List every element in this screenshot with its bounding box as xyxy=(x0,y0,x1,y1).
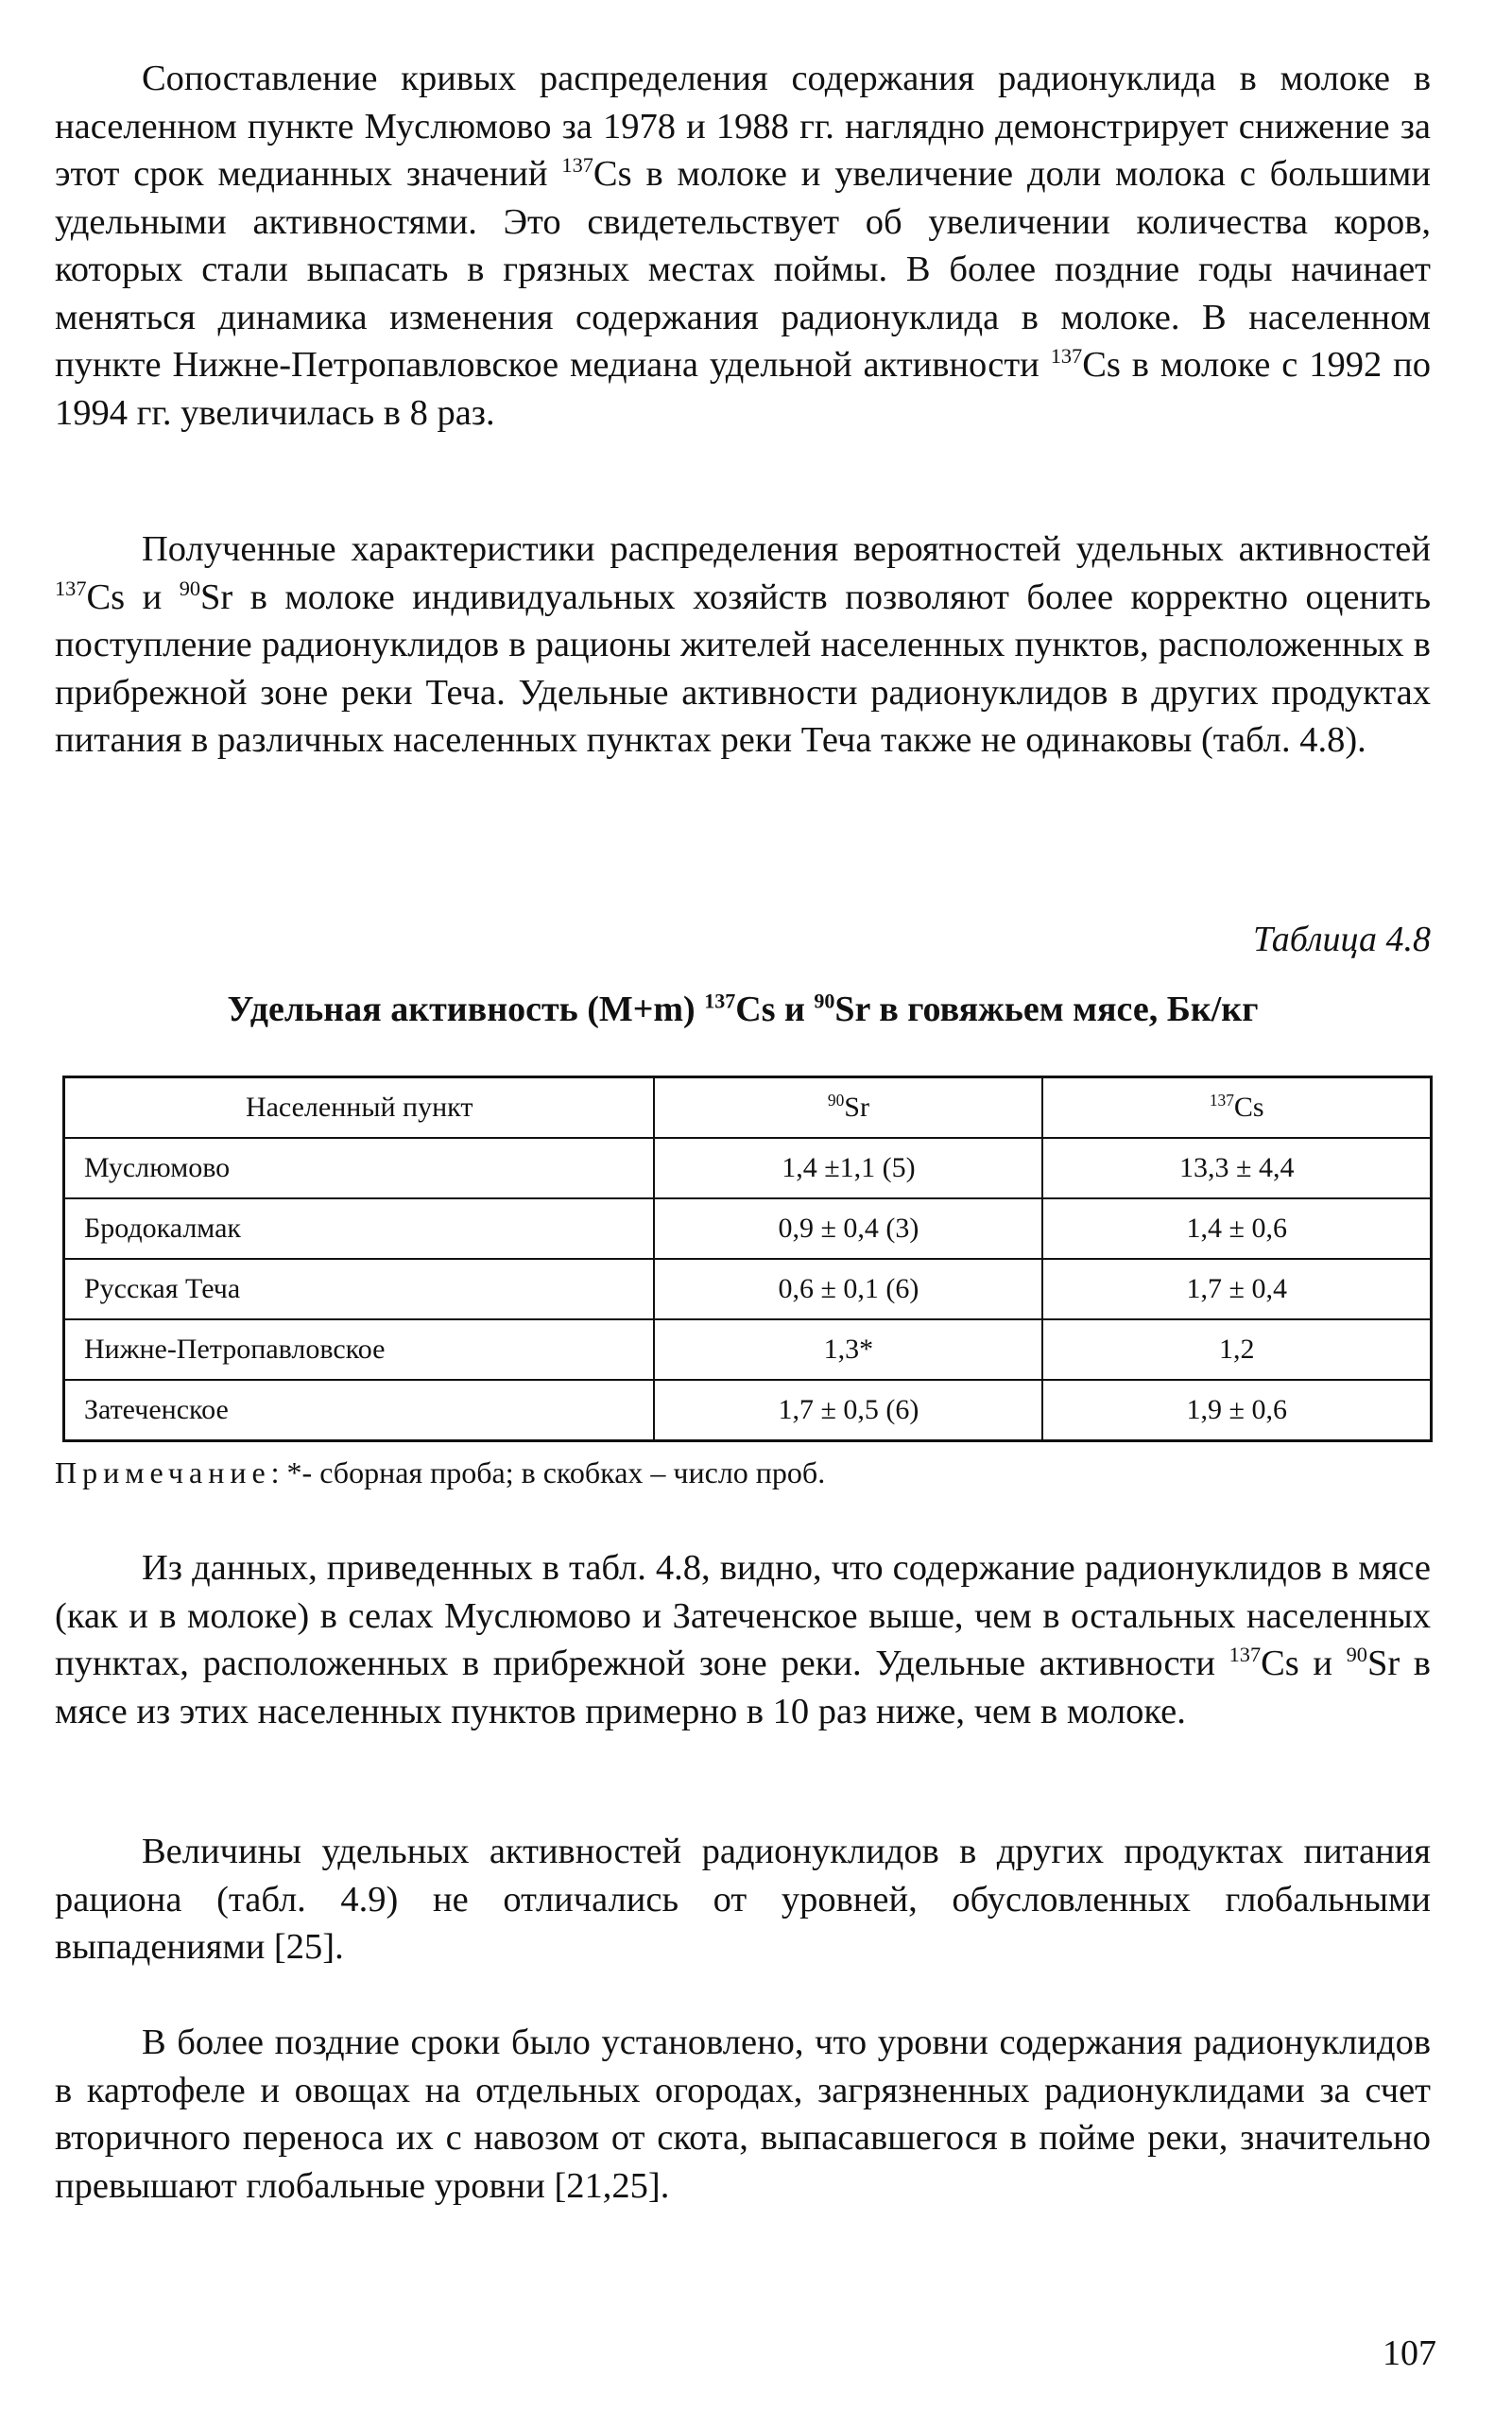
table-row xyxy=(64,1380,1432,1441)
cell-place: Нижне-Петропавловское xyxy=(64,1319,655,1380)
cell-sr90: 1,3* xyxy=(654,1319,1042,1380)
cell-cs137: 1,2 xyxy=(1042,1319,1431,1380)
table-row xyxy=(64,1138,1432,1198)
cell-place: Затеченское xyxy=(64,1380,655,1441)
note-text: : *- сборная проба; в скобках – число проб. xyxy=(270,1455,826,1489)
table-row xyxy=(64,1319,1432,1380)
table-title: Удельная активность (M+m) $^{137}$Cs и $^{90}$Sr в говяжьем мясе, Бк/кг xyxy=(227,989,1259,1029)
cell-place: Русская Теча xyxy=(64,1259,655,1319)
page-number: 107 xyxy=(1383,2333,1436,2373)
header-sr90: $^{90}$Sr xyxy=(654,1077,1042,1139)
paragraph-4: Величины удельных активностей радионуклидов в других продуктах питания рациона (табл. 4.9) не отличались от уровней, обусловленных глобальными выпадениями [25]. xyxy=(55,1832,1431,1967)
cell-cs137: 1,4 ± 0,6 xyxy=(1042,1198,1431,1259)
paragraph-2: Полученные характеристики распределения вероятностей удельных активностей $^{137}$Cs и $^{90}$Sr в молоке индивидуальных хозяйств позволяют более корректно оценить поступление радионуклидов в рационы жителей населенных пунктов, расположенных в прибрежной зоне реки Теча. Удельные активности радионуклидов в других продуктах питания в различных населенных пунктах реки Теча также не одинаковы (табл. 4.8). xyxy=(55,529,1432,760)
cell-place: Бродокалмак xyxy=(64,1198,655,1259)
cell-cs137: 1,7 ± 0,4 xyxy=(1042,1259,1431,1319)
table-row xyxy=(64,1198,1432,1259)
cell-cs137: 1,9 ± 0,6 xyxy=(1042,1380,1431,1441)
paragraph-1: Сопоставление кривых распределения содержания радионуклида в молоке в населенном пункте Муслюмово за 1978 и 1988 гг. наглядно демонстрирует снижение за этот срок медианных значений $^{137}$Cs в молоке и увеличение доли молока с большими удельными активностями. Это свидетельствует об увеличении количества коров, которых стали выпасать в грязных местах поймы. В более поздние годы начинает меняться динамика изменения содержания радионуклида в молоке. В населенном пункте Нижне-Петропавловское медиана удельной активности $^{137}$Cs в молоке с 1992 по 1994 гг. увеличилась в 8 раз. xyxy=(55,59,1431,433)
table-note xyxy=(55,1455,825,1490)
cell-sr90: 1,4 ±1,1 (5) xyxy=(654,1138,1042,1198)
cell-place: Муслюмово xyxy=(64,1138,655,1198)
data-table xyxy=(62,1076,1433,1442)
table-label: Таблица 4.8 xyxy=(1253,920,1431,959)
table-header-row xyxy=(64,1077,1432,1139)
cell-sr90: 0,9 ± 0,4 (3) xyxy=(654,1198,1042,1259)
paragraph-5: В более поздние сроки было установлено, что уровни содержания радионуклидов в картофеле и овощах на отдельных огородах, загрязненных радионуклидами за счет вторичного переноса их с навозом от скота, выпасавшегося в пойме реки, значительно превышают глобальные уровни [21,25]. xyxy=(55,2023,1431,2206)
header-place: Населенный пункт xyxy=(64,1077,655,1139)
cell-sr90: 0,6 ± 0,1 (6) xyxy=(654,1259,1042,1319)
cell-sr90: 1,7 ± 0,5 (6) xyxy=(654,1380,1042,1441)
cell-cs137: 13,3 ± 4,4 xyxy=(1042,1138,1431,1198)
header-cs137: $^{137}$Cs xyxy=(1042,1077,1431,1139)
table-row xyxy=(64,1259,1432,1319)
note-label: Примечание xyxy=(55,1455,271,1489)
paragraph-3: Из данных, приведенных в табл. 4.8, видно, что содержание радионуклидов в мясе (как и в молоке) в селах Муслюмово и Затеченское выше, чем в остальных населенных пунктах, расположенных в прибрежной зоне реки. Удельные активности $^{137}$Cs и $^{90}$Sr в мясе из этих населенных пунктов примерно в 10 раз ниже, чем в молоке. xyxy=(55,1548,1431,1731)
